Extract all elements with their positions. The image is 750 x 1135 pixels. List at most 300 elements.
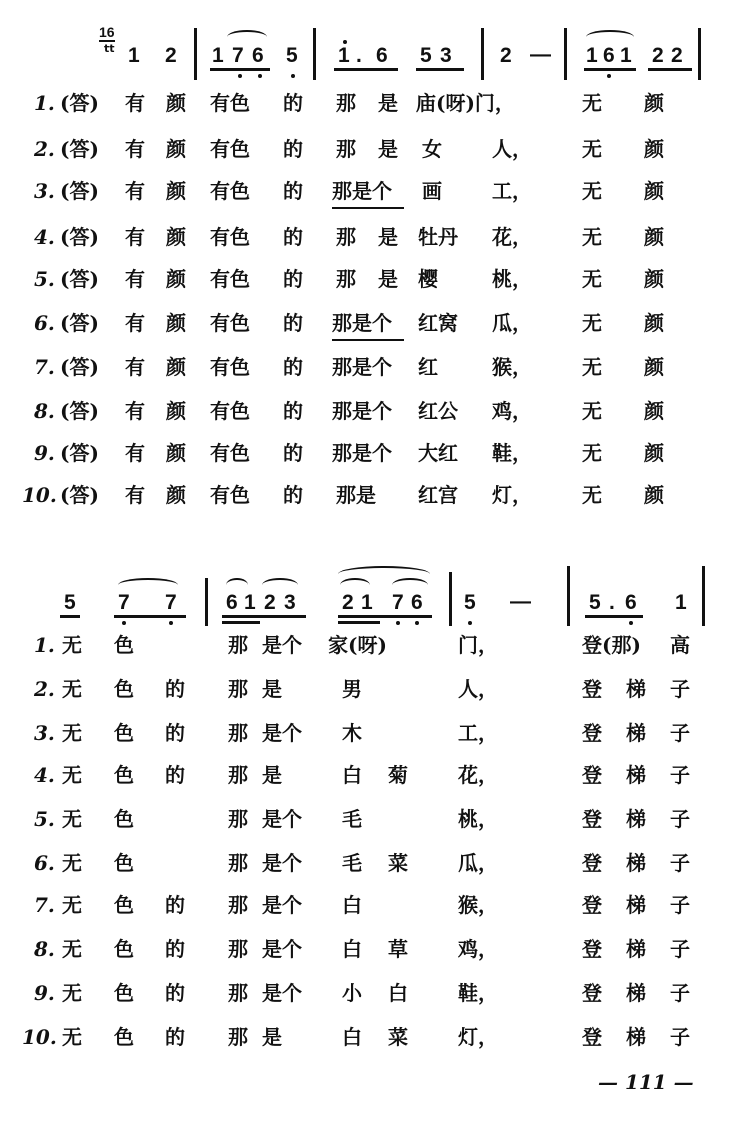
lyric: 有色 <box>210 441 250 465</box>
lyric: 颜 <box>644 225 664 249</box>
lyric: 有 <box>125 91 145 115</box>
octave-dot <box>169 621 173 625</box>
lyric: (答) <box>60 267 99 291</box>
lyric: 登 <box>582 937 602 961</box>
lyric: 灯， <box>458 1025 498 1049</box>
dot-mark: . <box>356 44 362 67</box>
lyric: 无 <box>582 137 602 161</box>
lyric: 白 <box>342 893 362 917</box>
lyric-underline <box>332 207 404 209</box>
lyric: 颜 <box>644 137 664 161</box>
lyric: 工， <box>458 721 498 745</box>
note: 3 <box>440 44 452 67</box>
note: 6 <box>625 591 637 614</box>
lyric: 颜 <box>166 441 186 465</box>
lyric: 的 <box>283 267 303 291</box>
lyric: 有 <box>125 399 145 423</box>
lyric: 的 <box>283 91 303 115</box>
lyric: 登 <box>582 981 602 1005</box>
lyric: (答) <box>60 179 99 203</box>
lyric: 有 <box>125 441 145 465</box>
lyric: 鞋， <box>492 441 532 465</box>
lyric: 颜 <box>166 91 186 115</box>
lyric: 梯 <box>626 1025 646 1049</box>
lyric: 大红 <box>418 441 458 465</box>
verse-number: 1. <box>34 633 55 657</box>
lyric: 梯 <box>626 981 646 1005</box>
lyric: 有色 <box>210 399 250 423</box>
lyric: 颜 <box>644 311 664 335</box>
lyric: 颜 <box>644 483 664 507</box>
lyric: 那 <box>228 807 248 831</box>
lyric: 无 <box>582 91 602 115</box>
octave-dot-high <box>343 40 347 44</box>
lyric: 高 <box>670 633 690 657</box>
lyric: 那 <box>228 633 248 657</box>
barline <box>564 28 567 80</box>
lyric: 那是个 <box>332 441 392 465</box>
slur <box>118 578 178 592</box>
lyric: 是个 <box>262 937 302 961</box>
lyric: 有色 <box>210 179 250 203</box>
note: 6 <box>252 44 264 67</box>
lyric: 草 <box>388 937 408 961</box>
lyric: 有色 <box>210 483 250 507</box>
lyric: 无 <box>62 937 82 961</box>
lyric: 小 <box>342 981 362 1005</box>
slur <box>226 578 248 592</box>
lyric: 子 <box>670 763 690 787</box>
lyric: 色 <box>114 981 134 1005</box>
lyric: 无 <box>582 267 602 291</box>
lyric: 那是个 <box>332 399 392 423</box>
lyric: 瓜， <box>492 311 532 335</box>
lyric: 无 <box>62 633 82 657</box>
note: 1 <box>675 591 687 614</box>
lyric: 家(呀) <box>328 633 387 657</box>
lyric: 色 <box>114 937 134 961</box>
lyric: 有色 <box>210 355 250 379</box>
slur <box>586 30 634 44</box>
page-number: — 111 — <box>598 1070 694 1094</box>
lyric: 子 <box>670 807 690 831</box>
lyric: 的 <box>283 311 303 335</box>
lyric: 梯 <box>626 893 646 917</box>
beam <box>648 68 692 71</box>
beam <box>222 615 306 618</box>
lyric: 无 <box>62 893 82 917</box>
lyric: 那 <box>228 893 248 917</box>
lyric: 鸡， <box>492 399 532 423</box>
lyric: 画 <box>422 179 442 203</box>
lyric: 梯 <box>626 807 646 831</box>
note: 2 <box>342 591 354 614</box>
lyric: 那 <box>228 677 248 701</box>
lyric: 有色 <box>210 267 250 291</box>
lyric: 的 <box>165 721 185 745</box>
barline <box>205 578 208 626</box>
note: 1 <box>212 44 224 67</box>
lyric: 无 <box>62 851 82 875</box>
lyric: 梯 <box>626 937 646 961</box>
verse-number: 5. <box>34 807 55 831</box>
lyric: (答) <box>60 355 99 379</box>
lyric: 无 <box>62 721 82 745</box>
lyric: 那是个 <box>332 179 392 203</box>
lyric: 猴， <box>458 893 498 917</box>
lyric: 是个 <box>262 633 302 657</box>
slur <box>392 578 428 592</box>
verse-number: 9. <box>34 981 55 1005</box>
lyric: 登 <box>582 1025 602 1049</box>
lyric: 有色 <box>210 91 250 115</box>
lyric: 是 <box>262 677 282 701</box>
lyric: 无 <box>62 677 82 701</box>
lyric: 有色 <box>210 225 250 249</box>
beam <box>338 621 380 624</box>
note: 2 <box>500 44 512 67</box>
lyric: 无 <box>62 1025 82 1049</box>
note: 1 <box>128 44 140 67</box>
lyric: 颜 <box>644 179 664 203</box>
lyric: 那 <box>228 851 248 875</box>
note: 6 <box>411 591 423 614</box>
lyric: 毛 <box>342 851 362 875</box>
lyric: 女 <box>422 137 442 161</box>
note: 1 <box>338 44 350 67</box>
lyric: 那 <box>336 225 356 249</box>
note: 6 <box>603 44 615 67</box>
lyric: 有 <box>125 225 145 249</box>
lyric: 无 <box>582 441 602 465</box>
lyric: 颜 <box>644 267 664 291</box>
barline <box>449 572 452 626</box>
slur <box>227 30 267 44</box>
note: 6 <box>376 44 388 67</box>
lyric: 颜 <box>644 355 664 379</box>
note: 7 <box>232 44 244 67</box>
tempo-mark: 16 <box>99 24 115 40</box>
lyric: 的 <box>165 1025 185 1049</box>
beam <box>416 68 464 71</box>
verse-number: 9. <box>34 441 55 465</box>
note: 7 <box>165 591 177 614</box>
lyric: 的 <box>283 225 303 249</box>
lyric: 桃， <box>458 807 498 831</box>
lyric: 鸡， <box>458 937 498 961</box>
lyric: (答) <box>60 311 99 335</box>
lyric: 无 <box>62 807 82 831</box>
lyric: 登 <box>582 763 602 787</box>
lyric: 的 <box>283 179 303 203</box>
lyric: 花， <box>458 763 498 787</box>
verse-number: 3. <box>34 179 55 203</box>
lyric: 鞋， <box>458 981 498 1005</box>
lyric: 瓜， <box>458 851 498 875</box>
lyric: 颜 <box>166 267 186 291</box>
lyric: 那 <box>228 1025 248 1049</box>
lyric: (答) <box>60 399 99 423</box>
lyric: 有 <box>125 355 145 379</box>
verse-number: 3. <box>34 721 55 745</box>
dot-mark: . <box>609 591 615 614</box>
lyric: 人， <box>458 677 498 701</box>
lyric: 的 <box>165 893 185 917</box>
octave-dot <box>607 74 611 78</box>
lyric: (答) <box>60 483 99 507</box>
lyric: 色 <box>114 851 134 875</box>
verse-number: 4. <box>34 763 55 787</box>
lyric-underline <box>332 339 404 341</box>
verse-number: 6. <box>34 311 55 335</box>
lyric: 木 <box>342 721 362 745</box>
lyric: 是个 <box>262 851 302 875</box>
lyric: 那是 <box>336 483 376 507</box>
beam <box>114 615 186 618</box>
beam <box>222 621 260 624</box>
lyric: 色 <box>114 893 134 917</box>
lyric: 子 <box>670 677 690 701</box>
lyric: 人， <box>492 137 532 161</box>
lyric: 菊 <box>388 763 408 787</box>
beam <box>210 68 270 71</box>
lyric: 白 <box>388 981 408 1005</box>
note: 2 <box>671 44 683 67</box>
dash: — <box>530 43 551 66</box>
lyric: 有色 <box>210 311 250 335</box>
note: 5 <box>464 591 476 614</box>
lyric: 色 <box>114 807 134 831</box>
lyric: 是 <box>378 267 398 291</box>
beam <box>584 68 636 71</box>
lyric: 色 <box>114 1025 134 1049</box>
lyric: 红窝 <box>418 311 458 335</box>
verse-number: 7. <box>34 893 55 917</box>
lyric: 灯， <box>492 483 532 507</box>
lyric: 色 <box>114 721 134 745</box>
beam <box>338 615 432 618</box>
lyric: 无 <box>582 399 602 423</box>
lyric: 颜 <box>166 225 186 249</box>
lyric: 子 <box>670 893 690 917</box>
note: 3 <box>284 591 296 614</box>
lyric: 无 <box>62 981 82 1005</box>
lyric: 白 <box>342 937 362 961</box>
lyric: 樱 <box>418 267 438 291</box>
lyric: 的 <box>165 937 185 961</box>
lyric: 菜 <box>388 1025 408 1049</box>
verse-number: 2. <box>34 677 55 701</box>
lyric: (答) <box>60 91 99 115</box>
lyric: 红公 <box>418 399 458 423</box>
lyric: 门， <box>458 633 498 657</box>
lyric: 白 <box>342 763 362 787</box>
lyric: 那 <box>336 137 356 161</box>
lyric: (答) <box>60 441 99 465</box>
lyric: 登 <box>582 893 602 917</box>
verse-number: 6. <box>34 851 55 875</box>
note: 5 <box>64 591 76 614</box>
lyric: 的 <box>165 763 185 787</box>
barline <box>702 566 705 626</box>
octave-dot <box>291 74 295 78</box>
lyric: 登(那) <box>582 633 641 657</box>
barline <box>567 566 570 626</box>
lyric: 是个 <box>262 807 302 831</box>
note: 2 <box>652 44 664 67</box>
lyric: 登 <box>582 807 602 831</box>
lyric: 是个 <box>262 721 302 745</box>
lyric: 梯 <box>626 851 646 875</box>
lyric: 那是个 <box>332 311 392 335</box>
note: 1 <box>244 591 256 614</box>
lyric: 子 <box>670 851 690 875</box>
lyric: 颜 <box>166 179 186 203</box>
lyric: 有 <box>125 137 145 161</box>
lyric: 有色 <box>210 137 250 161</box>
lyric: 的 <box>283 483 303 507</box>
lyric: 梯 <box>626 677 646 701</box>
note: 1 <box>620 44 632 67</box>
lyric: 色 <box>114 633 134 657</box>
verse-number: 7. <box>34 355 55 379</box>
lyric: 男 <box>342 677 362 701</box>
lyric: 子 <box>670 721 690 745</box>
note: 7 <box>392 591 404 614</box>
note: 2 <box>165 44 177 67</box>
lyric: 那是个 <box>332 355 392 379</box>
lyric: 无 <box>582 179 602 203</box>
note: 7 <box>118 591 130 614</box>
verse-number: 8. <box>34 399 55 423</box>
lyric: 颜 <box>644 399 664 423</box>
octave-dot <box>258 74 262 78</box>
lyric: 菜 <box>388 851 408 875</box>
lyric: 红 <box>418 355 438 379</box>
note: 2 <box>264 591 276 614</box>
verse-number: 5. <box>34 267 55 291</box>
slur <box>340 578 370 592</box>
octave-dot <box>396 621 400 625</box>
lyric: 的 <box>283 355 303 379</box>
lyric: 子 <box>670 937 690 961</box>
lyric: 那 <box>228 937 248 961</box>
dash: — <box>510 590 531 613</box>
lyric: 是 <box>262 763 282 787</box>
beam <box>585 615 643 618</box>
lyric: 颜 <box>644 441 664 465</box>
verse-number: 4. <box>34 225 55 249</box>
lyric: 无 <box>582 225 602 249</box>
lyric: (答) <box>60 137 99 161</box>
lyric: 登 <box>582 721 602 745</box>
barline <box>194 28 197 80</box>
barline <box>481 28 484 80</box>
lyric: 的 <box>165 981 185 1005</box>
lyric: 子 <box>670 1025 690 1049</box>
verse-number: 1. <box>34 91 55 115</box>
tempo-sub-mark: tt <box>104 42 115 55</box>
lyric: 红宫 <box>418 483 458 507</box>
lyric: 是个 <box>262 981 302 1005</box>
lyric: 梯 <box>626 721 646 745</box>
lyric: 是 <box>262 1025 282 1049</box>
lyric: 无 <box>582 355 602 379</box>
lyric: 庙(呀)门， <box>416 91 515 115</box>
lyric: 那 <box>228 981 248 1005</box>
lyric: 白 <box>342 1025 362 1049</box>
lyric: 颜 <box>166 137 186 161</box>
note: 1 <box>361 591 373 614</box>
lyric: 的 <box>283 441 303 465</box>
lyric: 是 <box>378 137 398 161</box>
lyric: 猴， <box>492 355 532 379</box>
note: 6 <box>226 591 238 614</box>
slur <box>262 578 298 592</box>
lyric: 梯 <box>626 763 646 787</box>
note: 1 <box>586 44 598 67</box>
verse-number: 8. <box>34 937 55 961</box>
octave-dot <box>415 621 419 625</box>
lyric: 颜 <box>166 399 186 423</box>
lyric: 的 <box>283 137 303 161</box>
lyric: 无 <box>582 483 602 507</box>
lyric: 色 <box>114 677 134 701</box>
octave-dot <box>238 74 242 78</box>
lyric: 无 <box>62 763 82 787</box>
lyric: 那 <box>336 267 356 291</box>
lyric: 桃， <box>492 267 532 291</box>
lyric: 的 <box>165 677 185 701</box>
lyric: 色 <box>114 763 134 787</box>
lyric: 登 <box>582 677 602 701</box>
note: 5 <box>420 44 432 67</box>
lyric: 那 <box>228 721 248 745</box>
lyric: 花， <box>492 225 532 249</box>
barline <box>698 28 701 80</box>
lyric: 登 <box>582 851 602 875</box>
barline <box>313 28 316 80</box>
lyric: 那 <box>336 91 356 115</box>
lyric: (答) <box>60 225 99 249</box>
lyric: 颜 <box>644 91 664 115</box>
lyric: 子 <box>670 981 690 1005</box>
lyric: 有 <box>125 483 145 507</box>
lyric: 工， <box>492 179 532 203</box>
verse-number: 10. <box>22 1025 57 1049</box>
lyric: 是 <box>378 91 398 115</box>
lyric: 那 <box>228 763 248 787</box>
note: 5 <box>286 44 298 67</box>
lyric: 颜 <box>166 483 186 507</box>
lyric: 是 <box>378 225 398 249</box>
lyric: 颜 <box>166 355 186 379</box>
lyric: 的 <box>283 399 303 423</box>
lyric: 牡丹 <box>418 225 458 249</box>
lyric: 有 <box>125 179 145 203</box>
verse-number: 2. <box>34 137 55 161</box>
verse-number: 10. <box>22 483 57 507</box>
beam <box>60 615 80 618</box>
lyric: 有 <box>125 311 145 335</box>
lyric: 有 <box>125 267 145 291</box>
lyric: 是个 <box>262 893 302 917</box>
lyric: 无 <box>582 311 602 335</box>
lyric: 颜 <box>166 311 186 335</box>
note: 5 <box>589 591 601 614</box>
lyric: 毛 <box>342 807 362 831</box>
beam <box>334 68 398 71</box>
